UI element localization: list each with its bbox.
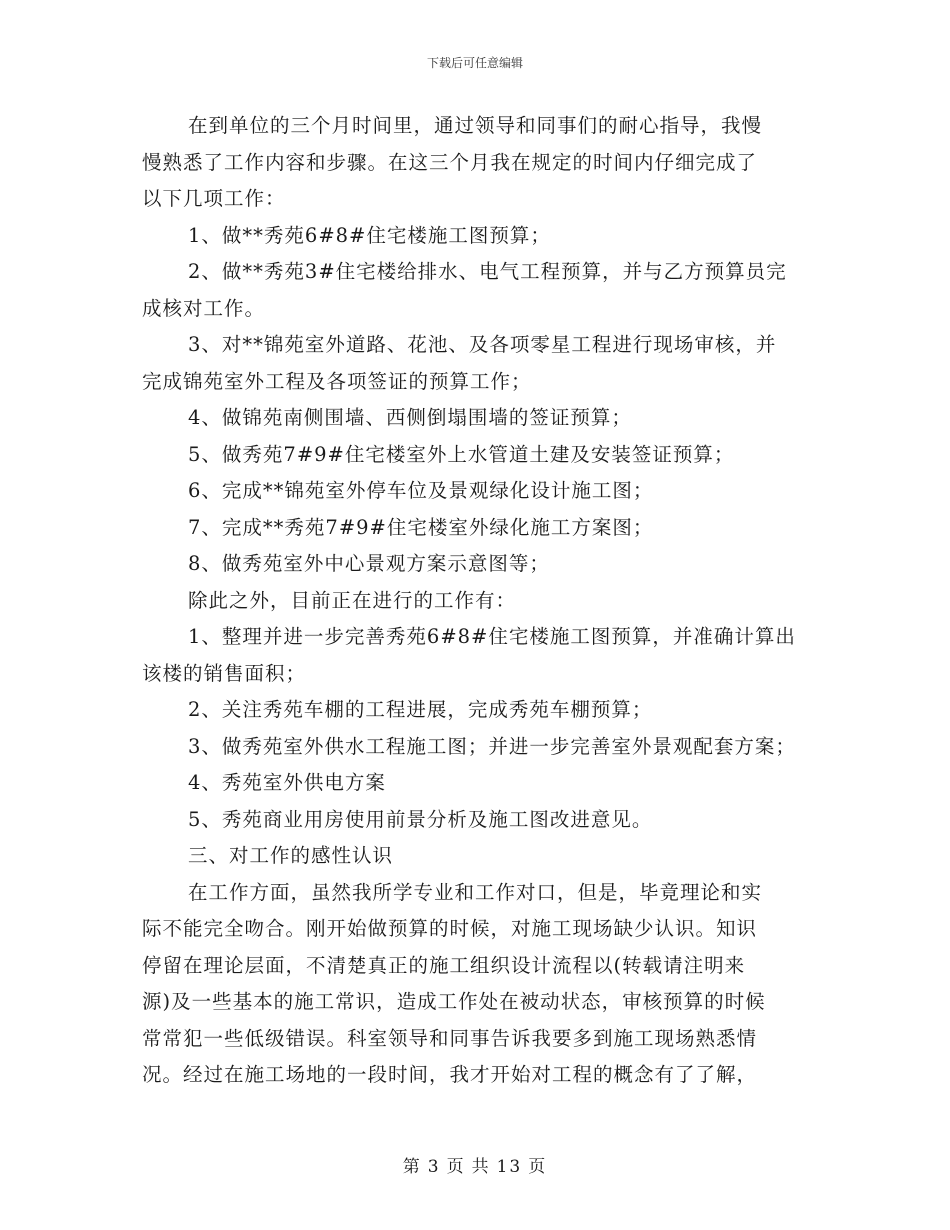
list-item: 8、做秀苑室外中心景观方案示意图等； xyxy=(188,552,550,575)
paragraph-line: 常常犯一些低级错误。科室领导和同事告诉我要多到施工现场熟悉情 xyxy=(142,1026,758,1050)
paragraph-line: 况。经过在施工场地的一段时间，我才开始对工程的概念有了了解， xyxy=(142,1063,758,1086)
list-item: 1、整理并进一步完善秀苑6#8#住宅楼施工图预算，并准确计算出 xyxy=(188,625,796,648)
list-item: 5、秀苑商业用房使用前景分析及施工图改进意见。 xyxy=(188,807,653,831)
list-item: 2、关注秀苑车棚的工程进展，完成秀苑车棚预算； xyxy=(188,698,653,721)
footer-prefix: 第 xyxy=(402,1157,422,1177)
footer-total-word: 共 xyxy=(471,1157,491,1177)
list-item: 4、秀苑室外供电方案 xyxy=(188,771,386,794)
page-number: 3 xyxy=(427,1157,441,1177)
list-item: 6、完成**锦苑室外停车位及景观绿化设计施工图； xyxy=(188,479,654,502)
paragraph-line: 际不能完全吻合。刚开始做预算的时候，对施工现场缺少认识。知识 xyxy=(142,917,758,940)
footer-total-unit: 页 xyxy=(528,1157,548,1177)
paragraph-line: 完成锦苑室外工程及各项签证的预算工作； xyxy=(142,369,532,393)
paragraph-line: 源)及一些基本的施工常识，造成工作处在被动状态，审核预算的时候 xyxy=(142,990,766,1013)
section-heading: 三、对工作的感性认识 xyxy=(188,844,394,867)
paragraph-line: 停留在理论层面，不清楚真正的施工组织设计流程以(转载请注明来 xyxy=(142,953,746,977)
paragraph-line: 该楼的销售面积； xyxy=(142,661,307,685)
footer-page-unit: 页 xyxy=(446,1157,466,1177)
paragraph-line: 除此之外，目前正在进行的工作有： xyxy=(188,588,517,612)
list-item: 3、对**锦苑室外道路、花池、及各项零星工程进行现场审核，并 xyxy=(188,333,777,356)
list-item: 5、做秀苑7#9#住宅楼室外上水管道土建及安装签证预算； xyxy=(188,442,735,466)
list-item: 4、做锦苑南侧围墙、西侧倒塌围墙的签证预算； xyxy=(188,406,632,429)
list-item: 2、做**秀苑3#住宅楼给排水、电气工程预算，并与乙方预算员完 xyxy=(188,260,787,283)
page-footer xyxy=(0,1152,950,1177)
list-item: 3、做秀苑室外供水工程施工图；并进一步完善室外景观配套方案； xyxy=(188,734,796,758)
page-header: 下载后可任意编辑 xyxy=(426,56,523,70)
paragraph-line: 在到单位的三个月时间里，通过领导和同事们的耐心指导，我慢 xyxy=(188,114,763,137)
document-body xyxy=(142,108,822,1094)
paragraph-line: 在工作方面，虽然我所学专业和工作对口，但是，毕竟理论和实 xyxy=(188,880,763,904)
list-item: 1、做**秀苑6#8#住宅楼施工图预算； xyxy=(188,223,551,247)
paragraph-line: 以下几项工作： xyxy=(142,187,286,210)
paragraph-line: 慢熟悉了工作内容和步骤。在这三个月我在规定的时间内仔细完成了 xyxy=(142,150,758,174)
total-pages: 13 xyxy=(496,1157,523,1177)
list-item: 7、完成**秀苑7#9#住宅楼室外绿化施工方案图； xyxy=(188,515,654,539)
paragraph-line: 成核对工作。 xyxy=(142,296,266,320)
